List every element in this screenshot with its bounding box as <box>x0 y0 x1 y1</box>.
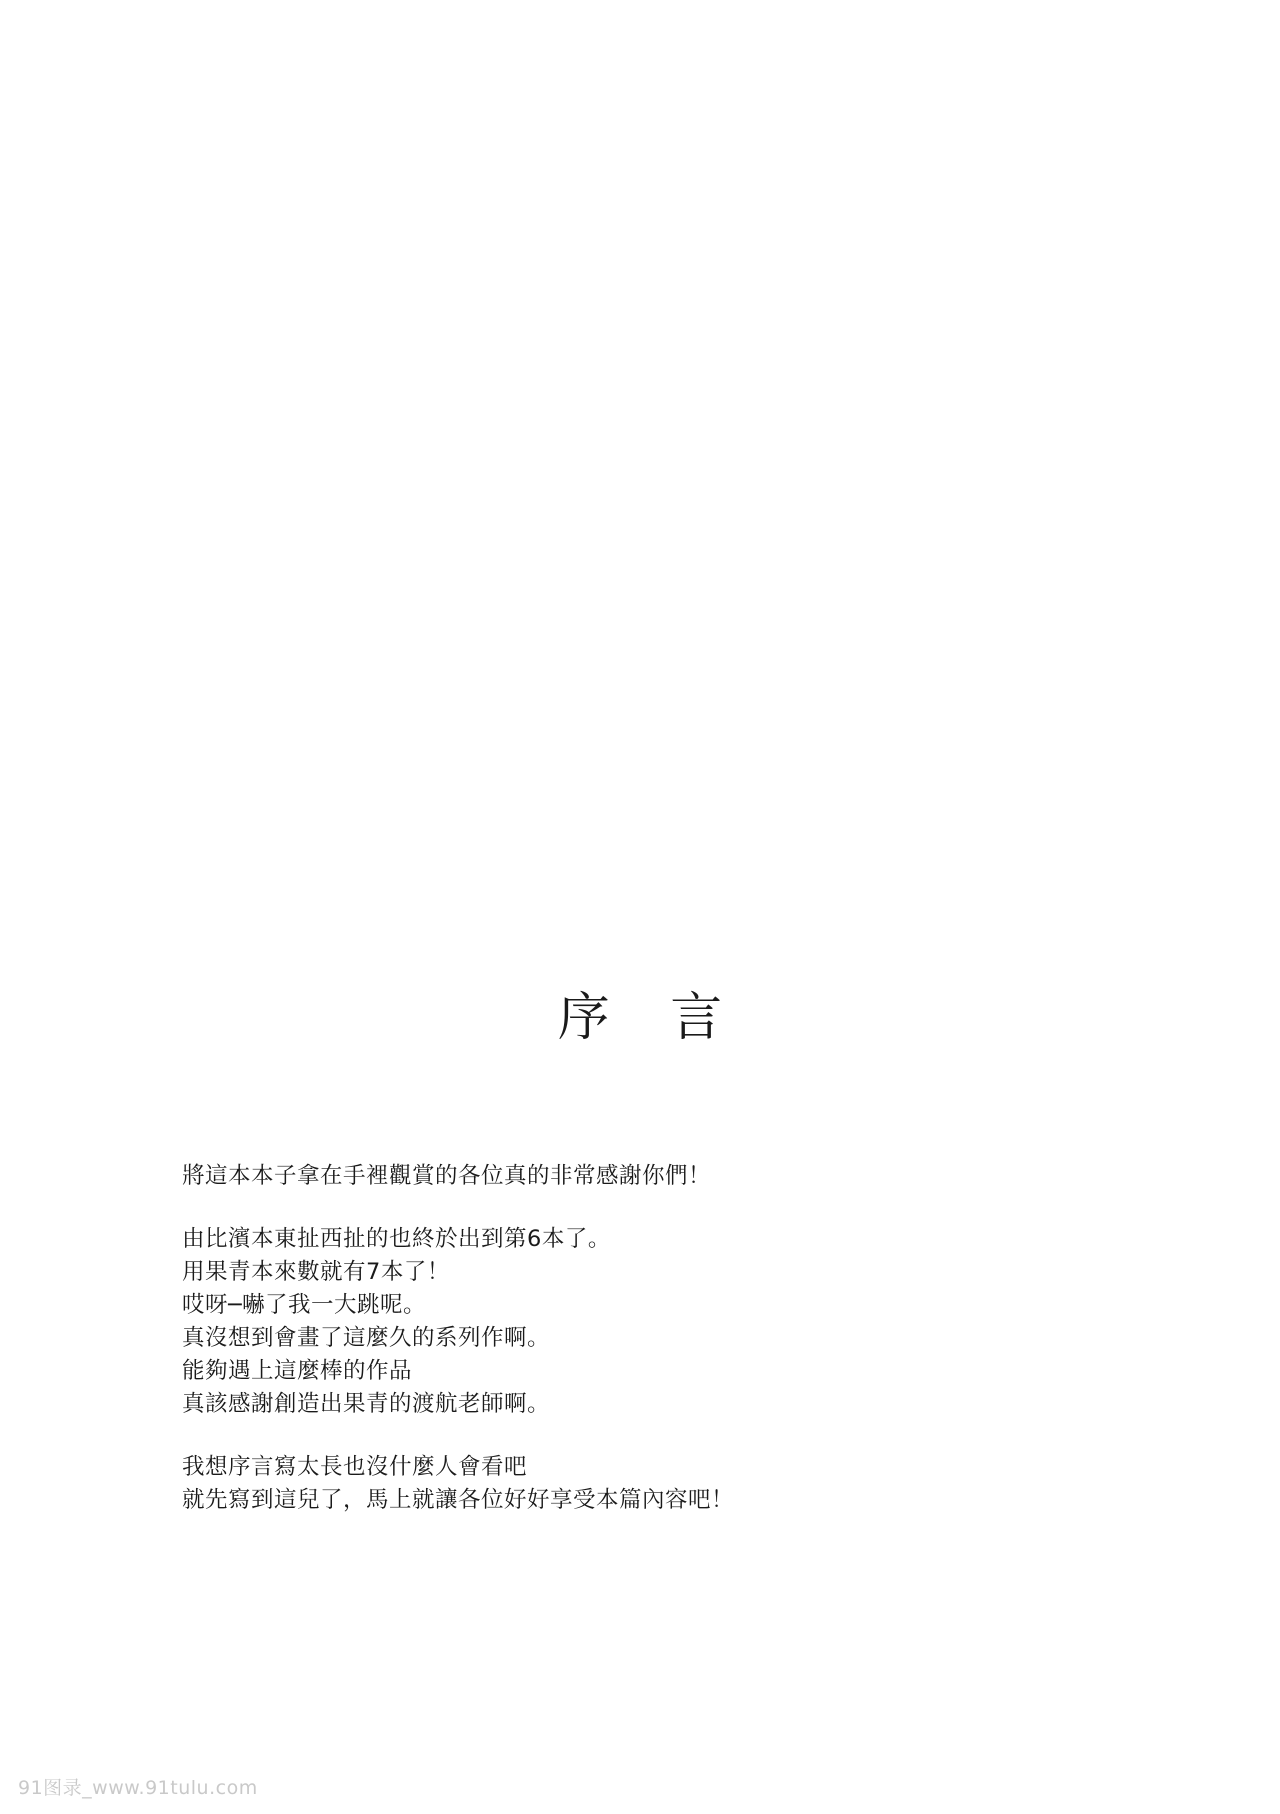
text-line: 就先寫到這兒了，馬上就讓各位好好享受本篇內容吧！ <box>182 1487 735 1513</box>
text-line: 我想序言寫太長也沒什麼人會看吧 <box>182 1454 528 1480</box>
body-text <box>182 1160 1082 1517</box>
watermark: 91图录_www.91tulu.com <box>18 1777 258 1799</box>
text-line: 能夠遇上這麼棒的作品 <box>182 1358 413 1384</box>
page-title: 序 言 <box>557 988 745 1048</box>
text-line: 哎呀─嚇了我一大跳呢。 <box>182 1292 427 1318</box>
text-line: 將這本本子拿在手裡觀賞的各位真的非常感謝你們！ <box>182 1163 712 1189</box>
paragraph-closing <box>182 1451 1082 1517</box>
text-line: 真該感謝創造出果青的渡航老師啊。 <box>182 1391 551 1417</box>
text-line: 由比濱本東扯西扯的也終於出到第6本了。 <box>182 1226 611 1252</box>
text-line: 真沒想到會畫了這麼久的系列作啊。 <box>182 1325 551 1351</box>
text-line: 用果青本來數就有7本了！ <box>182 1259 450 1285</box>
paragraph-greeting <box>182 1160 1082 1193</box>
paragraph-main <box>182 1223 1082 1421</box>
